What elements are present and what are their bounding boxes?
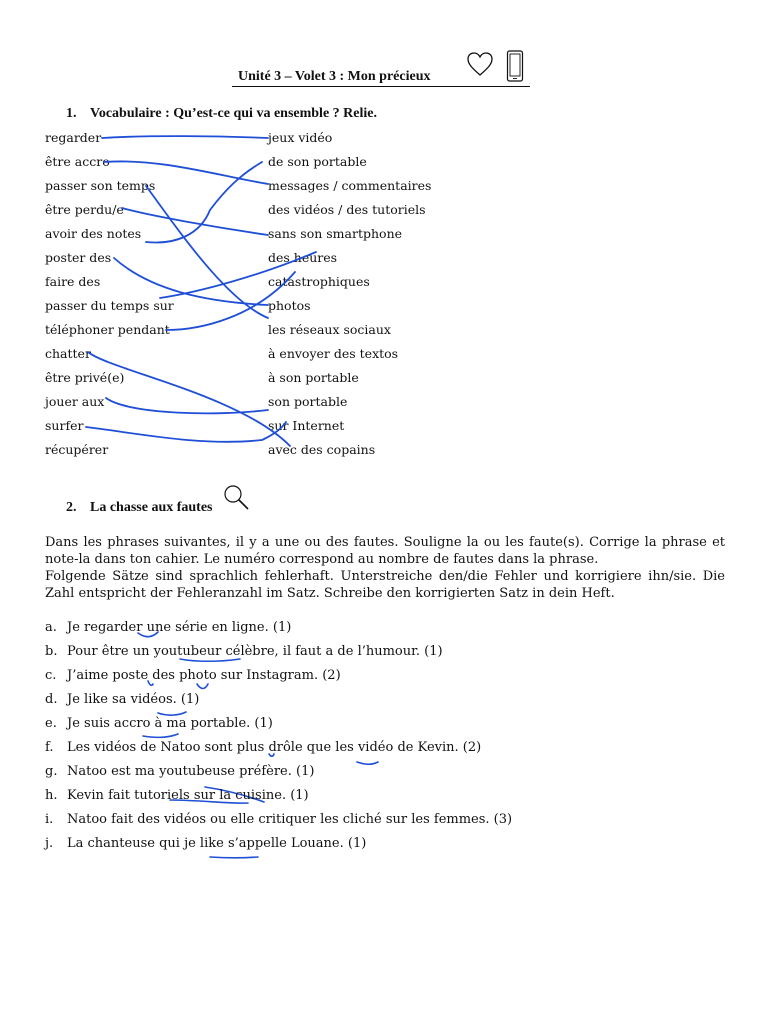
vocab-right-item: jeux vidéo bbox=[268, 130, 333, 145]
title-underline bbox=[232, 86, 530, 87]
error-sentence bbox=[45, 643, 512, 667]
vocab-right-item: sans son smartphone bbox=[268, 226, 403, 241]
vocab-left-item: poster des bbox=[45, 250, 112, 265]
vocab-left-item: passer son temps bbox=[45, 178, 156, 193]
vocab-right-column bbox=[268, 130, 431, 466]
vocab-right-item: son portable bbox=[268, 394, 348, 409]
vocab-right-item: catastrophiques bbox=[268, 274, 370, 289]
error-sentence-list bbox=[45, 619, 512, 859]
vocab-right-item: les réseaux sociaux bbox=[268, 322, 391, 337]
vocab-left-item: regarder bbox=[45, 130, 102, 145]
instruction-french: Dans les phrases suivantes, il y a une ou des fautes. Souligne la ou les faute(s). Corrige la phrase et note-la dans ton cahier. Le numéro correspond au nombre de fautes dans la phrase. bbox=[45, 535, 725, 567]
sentence-letter: j. bbox=[45, 836, 54, 851]
vocab-left-item: faire des bbox=[45, 274, 101, 289]
sentence-letter: d. bbox=[45, 692, 58, 707]
sentence-letter: i. bbox=[45, 812, 54, 827]
error-sentence bbox=[45, 835, 512, 859]
instruction-german: Folgende Sätze sind sprachlich fehlerhaft. Unterstreiche den/die Fehler und korrigiere ihn/sie. Die Zahl entspricht der Fehleranzahl im Satz. Schreibe den korrigierten Satz in dein Heft. bbox=[45, 569, 725, 601]
vocab-left-column bbox=[45, 130, 174, 466]
vocab-left-item: chatter bbox=[45, 346, 91, 361]
sentence-text: Kevin fait tutoriels sur la cuisine. (1) bbox=[67, 788, 309, 803]
error-sentence bbox=[45, 811, 512, 835]
heart-icon bbox=[466, 50, 494, 78]
vocab-left-item: récupérer bbox=[45, 442, 109, 457]
sentence-text: La chanteuse qui je like s’appelle Louane. (1) bbox=[67, 836, 367, 851]
sentence-text: Natoo est ma youtubeuse préfère. (1) bbox=[67, 764, 315, 779]
section-2-heading bbox=[66, 500, 213, 516]
section-1-number: 1. bbox=[66, 106, 77, 121]
vocab-right-item: photos bbox=[268, 298, 311, 313]
vocab-right-item: de son portable bbox=[268, 154, 367, 169]
section-2-number: 2. bbox=[66, 500, 77, 515]
sentence-letter: b. bbox=[45, 644, 58, 659]
error-sentence bbox=[45, 763, 512, 787]
sentence-text: Pour être un youtubeur célèbre, il faut a de l’humour. (1) bbox=[67, 644, 443, 659]
vocab-left-item: être perdu/e bbox=[45, 202, 124, 217]
vocab-left-item: être accro bbox=[45, 154, 110, 169]
error-sentence bbox=[45, 739, 512, 763]
sentence-letter: e. bbox=[45, 716, 57, 731]
vocab-left-item: avoir des notes bbox=[45, 226, 142, 241]
sentence-letter: h. bbox=[45, 788, 58, 803]
sentence-text: Je like sa vidéos. (1) bbox=[67, 692, 200, 707]
vocab-right-item: avec des copains bbox=[268, 442, 376, 457]
vocab-right-item: des vidéos / des tutoriels bbox=[268, 202, 426, 217]
instructions-block bbox=[45, 534, 725, 602]
sentence-text: Les vidéos de Natoo sont plus drôle que les vidéo de Kevin. (2) bbox=[67, 740, 482, 755]
sentence-text: Je suis accro à ma portable. (1) bbox=[67, 716, 273, 731]
sentence-letter: c. bbox=[45, 668, 57, 683]
vocab-left-item: surfer bbox=[45, 418, 84, 433]
error-sentence bbox=[45, 667, 512, 691]
vocab-left-item: téléphoner pendant bbox=[45, 322, 170, 337]
error-sentence bbox=[45, 787, 512, 811]
error-sentence bbox=[45, 691, 512, 715]
sentence-text: Je regarder une série en ligne. (1) bbox=[67, 620, 292, 635]
vocab-right-item: des heures bbox=[268, 250, 338, 265]
page-title: Unité 3 – Volet 3 : Mon précieux bbox=[238, 69, 431, 84]
vocab-right-item: sur Internet bbox=[268, 418, 345, 433]
section-1-title: Vocabulaire : Qu’est-ce qui va ensemble ? Relie. bbox=[90, 106, 377, 121]
sentence-text: Natoo fait des vidéos ou elle critiquer les cliché sur les femmes. (3) bbox=[67, 812, 513, 827]
sentence-letter: f. bbox=[45, 740, 54, 755]
vocab-left-item: jouer aux bbox=[45, 394, 105, 409]
smartphone-icon bbox=[506, 50, 524, 82]
vocab-right-item: messages / commentaires bbox=[268, 178, 432, 193]
section-2-title: La chasse aux fautes bbox=[90, 500, 213, 515]
vocab-left-item: être privé(e) bbox=[45, 370, 125, 385]
sentence-letter: g. bbox=[45, 764, 58, 779]
sentence-text: J’aime poste des photo sur Instagram. (2) bbox=[67, 668, 341, 683]
section-1-heading bbox=[66, 106, 377, 122]
error-sentence bbox=[45, 619, 512, 643]
sentence-letter: a. bbox=[45, 620, 57, 635]
error-sentence bbox=[45, 715, 512, 739]
vocab-right-item: à envoyer des textos bbox=[268, 346, 399, 361]
magnifier-icon bbox=[222, 483, 250, 511]
vocab-right-item: à son portable bbox=[268, 370, 359, 385]
vocab-left-item: passer du temps sur bbox=[45, 298, 174, 313]
